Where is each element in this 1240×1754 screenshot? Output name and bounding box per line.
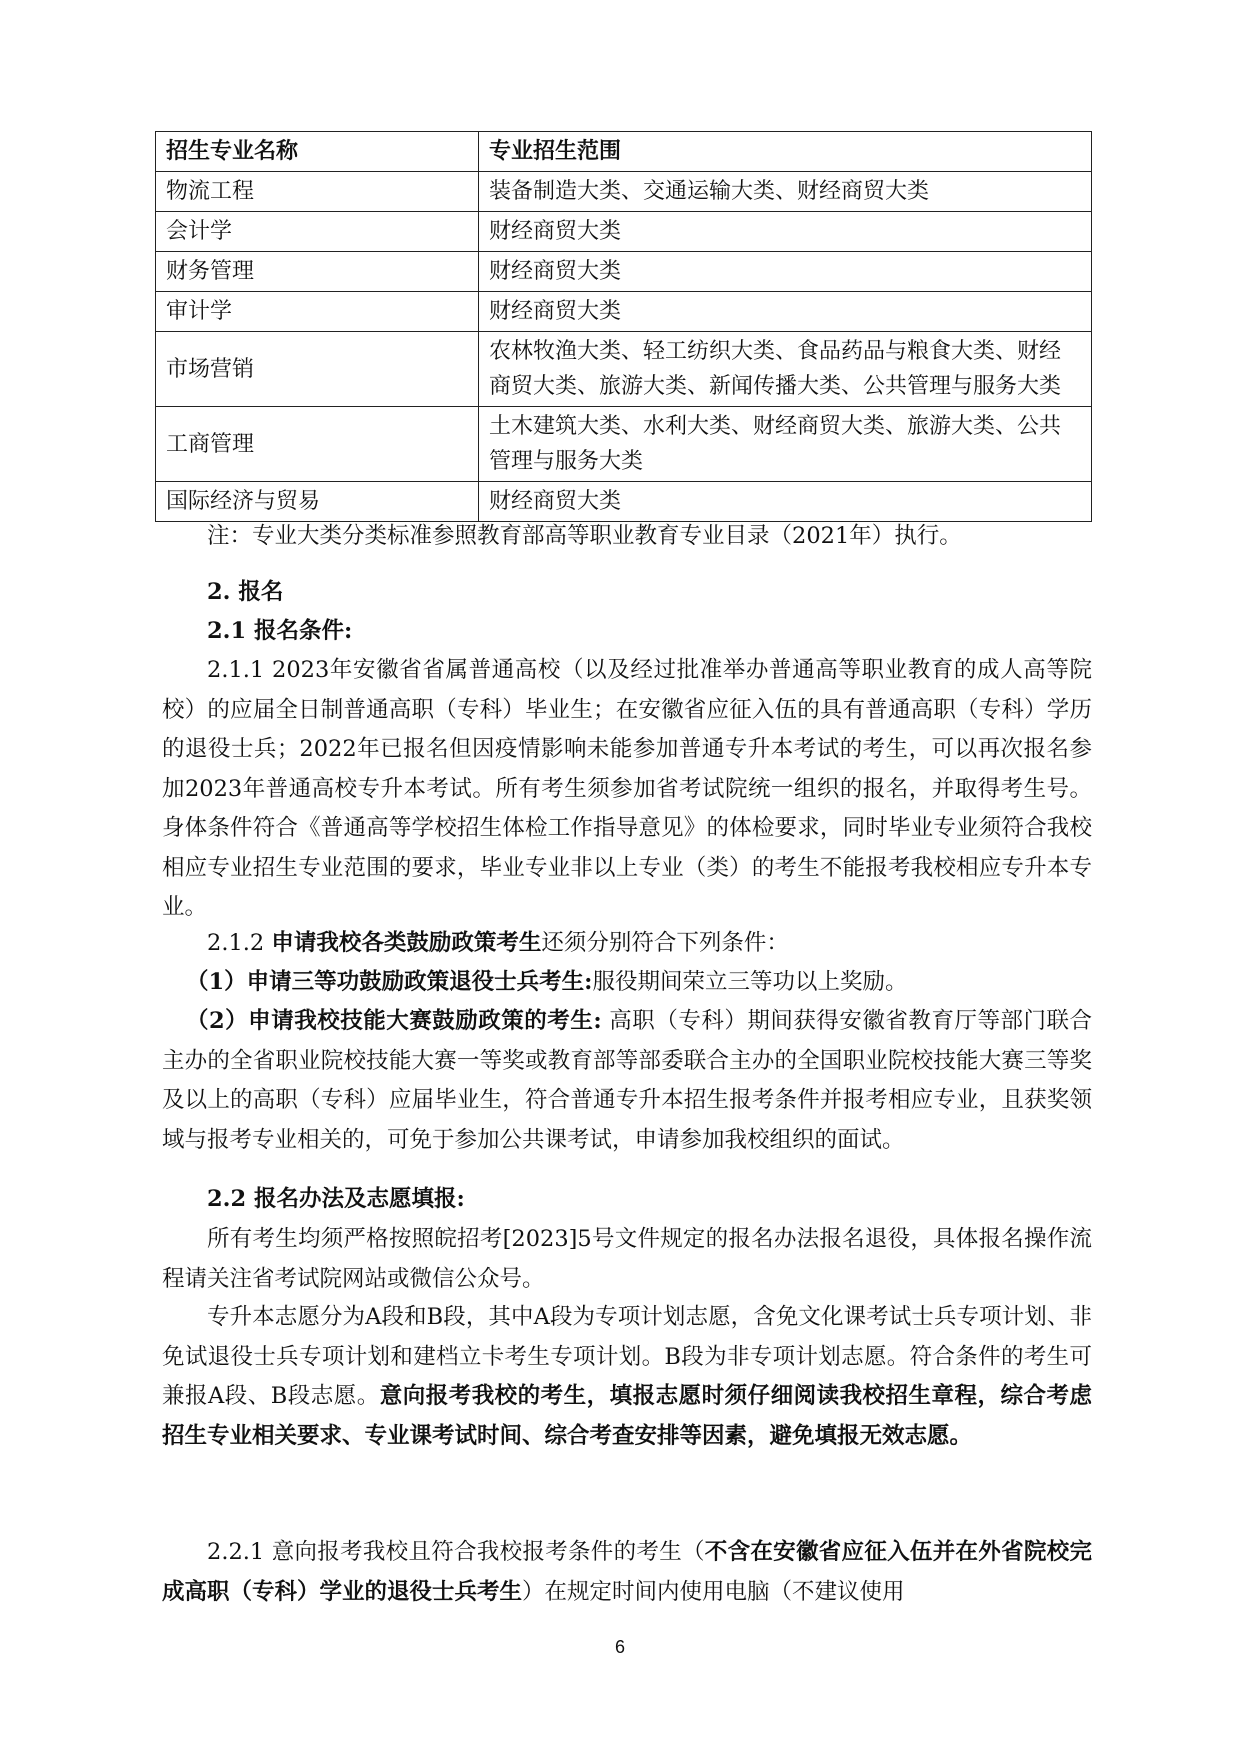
table-row [156,407,1092,482]
list-item-1-text: 服役期间荣立三等功以上奖励。 [592,969,908,995]
section-2-heading: 2. 报名 [207,579,284,605]
major-scope: 财经商贸大类 [479,252,1092,292]
major-scope: 财经商贸大类 [479,482,1092,522]
major-scope: 装备制造大类、交通运输大类、财经商贸大类 [479,172,1092,212]
major-name: 市场营销 [156,332,479,407]
major-scope: 财经商贸大类 [479,292,1092,332]
table-row [156,332,1092,407]
section-2-2-heading: 2.2 报名办法及志愿填报: [207,1186,465,1212]
page-number: 6 [614,1637,625,1657]
section-2-1-heading: 2.1 报名条件: [207,618,353,644]
table-row [156,292,1092,332]
table-header-major: 招生专业名称 [156,132,479,172]
major-scope: 农林牧渔大类、轻工纺织大类、食品药品与粮食大类、财经商贸大类、旅游大类、新闻传播大类、公共管理与服务大类 [479,332,1092,407]
table-note: 注：专业大类分类标准参照教育部高等职业教育专业目录（2021年）执行。 [207,523,962,549]
paragraph-2-1-2-text: 还须分别符合下列条件： [541,930,789,956]
major-scope: 财经商贸大类 [479,212,1092,252]
paragraph-2-2-1-emphasis: 不含在安徽省应征入伍并在外省院校完成高职（专科）学业的退役士兵考生 [162,1539,1092,1605]
list-item-1-label: （1）申请三等功鼓励政策退役士兵考生: [186,969,593,995]
table-row [156,212,1092,252]
paragraph-2-1-2-emphasis: 申请我校各类鼓励政策考生 [271,930,542,956]
list-item-2-text: 高职（专科）期间获得安徽省教育厅等部门联合主办的全省职业院校技能大赛一等奖或教育部等部委联合主办的全国职业院校技能大赛三等奖及以上的高职（专科）应届毕业生，符合普通专升本招生报考条件并报考相应专业，且获奖领域与报考专业相关的，可免于参加公共课考试，申请参加我校组织的面试。 [162,1008,1092,1153]
major-name: 审计学 [156,292,479,332]
major-scope: 土木建筑大类、水利大类、财经商贸大类、旅游大类、公共管理与服务大类 [479,407,1092,482]
table-header-row [156,132,1092,172]
table-row [156,172,1092,212]
major-name: 会计学 [156,212,479,252]
list-item-2-label: （2）申请我校技能大赛鼓励政策的考生: [186,1008,602,1034]
paragraph-2-2-1 [162,1533,1092,1612]
paragraph-2-2-volunteer-text: 专升本志愿分为A段和B段，其中A段为专项计划志愿，含免文化课考试士兵专项计划、非免试退役士兵专项计划和建档立卡考生专项计划。B段为非专项计划志愿。符合条件的考生可兼报A段、B段志愿。 [162,1304,1092,1409]
table-header-scope: 专业招生范围 [479,132,1092,172]
majors-table [155,131,1092,522]
paragraph-2-2-1-start: 2.2.1 意向报考我校且符合我校报考条件的考生（ [207,1539,705,1565]
paragraph-2-2-volunteer-emphasis: 意向报考我校的考生，填报志愿时须仔细阅读我校招生章程，综合考虑招生专业相关要求、专业课考试时间、综合考查安排等因素，避免填报无效志愿。 [162,1383,1092,1449]
paragraph-2-1-1: 2.1.1 2023年安徽省省属普通高校（以及经过批准举办普通高等职业教育的成人高等院校）的应届全日制普通高职（专科）毕业生；在安徽省应征入伍的具有普通高职（专科）学历的退役士兵；2022年已报名但因疫情影响未能参加普通专升本考试的考生，可以再次报名参加2023年普通高校专升本考试。所有考生须参加省考试院统一组织的报名，并取得考生号。身体条件符合《普通高等学校招生体检工作指导意见》的体检要求，同时毕业专业须符合我校相应专业招生专业范围的要求，毕业专业非以上专业（类）的考生不能报考我校相应专升本专业。 [162,657,1092,920]
paragraph-2-2-1-end: ）在规定时间内使用电脑（不建议使用 [522,1578,905,1605]
paragraph-2-1-2-number: 2.1.2 [207,930,272,956]
major-name: 工商管理 [156,407,479,482]
paragraph-2-2-intro: 所有考生均须严格按照皖招考[2023]5号文件规定的报名办法报名退役，具体报名操作流程请关注省考试院网站或微信公众号。 [162,1226,1092,1292]
major-name: 物流工程 [156,172,479,212]
major-name: 财务管理 [156,252,479,292]
paragraph-2-1-2 [162,924,1092,964]
major-name: 国际经济与贸易 [156,482,479,522]
paragraph-2-2-volunteer [162,1298,1092,1456]
list-item-2 [162,1002,1092,1160]
table-row [156,252,1092,292]
table-row [156,482,1092,522]
list-item-1 [162,963,1092,1003]
